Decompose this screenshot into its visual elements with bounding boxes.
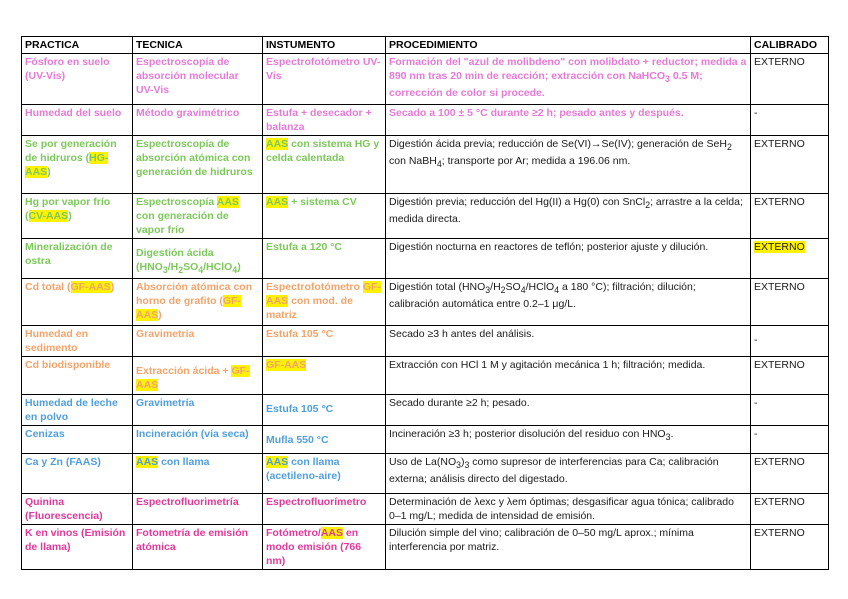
cell-practica: Humedad en sedimento bbox=[22, 326, 133, 357]
cell-calibrado: - bbox=[751, 395, 829, 426]
table-row bbox=[22, 326, 829, 357]
cell-procedimiento: Digestión nocturna en reactores de teflón; posterior ajuste y dilución. bbox=[386, 239, 751, 279]
cell-tecnica: Fotometría de emisión atómica bbox=[133, 525, 263, 570]
cell-practica: Ca y Zn (FAAS) bbox=[22, 454, 133, 494]
cell-practica: Se por generación de hidruros (HG-AAS) bbox=[22, 136, 133, 194]
cell-calibrado: EXTERNO bbox=[751, 357, 829, 395]
cell-instrumento: Estufa a 120 °C bbox=[263, 239, 386, 279]
cell-tecnica: Extracción ácida + GF-AAS bbox=[133, 357, 263, 395]
header-instrumento: INSTUMENTO bbox=[263, 37, 386, 54]
header-calibrado: CALIBRADO bbox=[751, 37, 829, 54]
cell-calibrado: - bbox=[751, 105, 829, 136]
cell-tecnica: Incineración (vía seca) bbox=[133, 426, 263, 454]
cell-calibrado: EXTERNO bbox=[751, 239, 829, 279]
table-row bbox=[22, 494, 829, 525]
cell-procedimiento: Secado ≥3 h antes del análisis. bbox=[386, 326, 751, 357]
cell-instrumento: Estufa + desecador + balanza bbox=[263, 105, 386, 136]
cell-instrumento: Mufla 550 °C bbox=[263, 426, 386, 454]
cell-procedimiento: Determinación de λexc y λem óptimas; desgasificar agua tónica; calibrado 0–1 mg/L; medida de intensidad de emisión. bbox=[386, 494, 751, 525]
cell-tecnica: Digestión ácida $(HNO_3/H_2SO_4/HClO_4)$ bbox=[133, 239, 263, 279]
cell-procedimiento: Formación del "azul de molibdeno" con molibdato + reductor; medida a 890 nm tras 20 min de reacción; extracción con NaHCO$_3$ 0.5 M; corrección de color si procede. bbox=[386, 54, 751, 105]
cell-calibrado: EXTERNO bbox=[751, 279, 829, 326]
table-row bbox=[22, 54, 829, 105]
cell-instrumento: Estufa 105 °C bbox=[263, 395, 386, 426]
cell-practica: Humedad del suelo bbox=[22, 105, 133, 136]
cell-instrumento: Espectrofluorímetro bbox=[263, 494, 386, 525]
cell-procedimiento: Digestión total ($HNO_3/H_2SO_4/HClO_4$ a 180 °C); filtración; dilución; calibración automática entre 0.2–1 μg/L. bbox=[386, 279, 751, 326]
cell-practica: Cd total (GF-AAS) bbox=[22, 279, 133, 326]
cell-practica: K en vinos (Emisión de llama) bbox=[22, 525, 133, 570]
cell-tecnica: AAS con llama bbox=[133, 454, 263, 494]
cell-tecnica: Gravimetría bbox=[133, 326, 263, 357]
cell-practica: Quinina (Fluorescencia) bbox=[22, 494, 133, 525]
cell-tecnica: Espectroscopía de absorción molecular UV-Vis bbox=[133, 54, 263, 105]
cell-practica: Cd biodisponible bbox=[22, 357, 133, 395]
cell-calibrado: EXTERNO bbox=[751, 194, 829, 239]
table-row bbox=[22, 357, 829, 395]
cell-procedimiento: Incineración ≥3 h; posterior disolución del residuo con $HNO_3$. bbox=[386, 426, 751, 454]
cell-calibrado: EXTERNO bbox=[751, 525, 829, 570]
cell-instrumento: AAS con llama (acetileno-aire) bbox=[263, 454, 386, 494]
table-row bbox=[22, 239, 829, 279]
cell-tecnica: Espectroscopía de absorción atómica con generación de hidruros bbox=[133, 136, 263, 194]
cell-procedimiento: Digestión ácida previa; reducción de Se(VI)→Se(IV); generación de SeH$_2$ con NaBH$_4$; transporte por Ar; medida a 196.06 nm. bbox=[386, 136, 751, 194]
cell-practica: Cenizas bbox=[22, 426, 133, 454]
cell-procedimiento: Uso de $La(NO_3)_3$ como supresor de interferencias para Ca; calibración externa; análisis directo del digestado. bbox=[386, 454, 751, 494]
table-row bbox=[22, 279, 829, 326]
cell-tecnica: Método gravimétrico bbox=[133, 105, 263, 136]
cell-instrumento: Espectrofotómetro GF-AAS con mod. de matriz bbox=[263, 279, 386, 326]
header-procedimiento: PROCEDIMIENTO bbox=[386, 37, 751, 54]
analysis-table bbox=[21, 36, 829, 570]
header-practica: PRACTICA bbox=[22, 37, 133, 54]
cell-instrumento: GF-AAS bbox=[263, 357, 386, 395]
cell-procedimiento: Dilución simple del vino; calibración de 0–50 mg/L aprox.; mínima interferencia por matriz. bbox=[386, 525, 751, 570]
table-row bbox=[22, 136, 829, 194]
cell-tecnica: Absorción atómica con horno de grafito (GF-AAS) bbox=[133, 279, 263, 326]
cell-tecnica: Espectroscopía AAS con generación de vapor frío bbox=[133, 194, 263, 239]
table-row bbox=[22, 105, 829, 136]
header-row bbox=[22, 37, 829, 54]
cell-calibrado: EXTERNO bbox=[751, 136, 829, 194]
cell-tecnica: Gravimetría bbox=[133, 395, 263, 426]
cell-calibrado: EXTERNO bbox=[751, 454, 829, 494]
table-row bbox=[22, 525, 829, 570]
cell-instrumento: Estufa 105 °C bbox=[263, 326, 386, 357]
cell-procedimiento: Secado a 100 ± 5 °C durante ≥2 h; pesado antes y después. bbox=[386, 105, 751, 136]
cell-procedimiento: Extracción con HCl 1 M y agitación mecánica 1 h; filtración; medida. bbox=[386, 357, 751, 395]
cell-practica: Fósforo en suelo (UV-Vis) bbox=[22, 54, 133, 105]
cell-instrumento: AAS con sistema HG y celda calentada bbox=[263, 136, 386, 194]
cell-procedimiento: Digestión previa; reducción del Hg(II) a Hg(0) con SnCl$_2$; arrastre a la celda; medida directa. bbox=[386, 194, 751, 239]
header-tecnica: TECNICA bbox=[133, 37, 263, 54]
cell-instrumento: AAS + sistema CV bbox=[263, 194, 386, 239]
cell-practica: Humedad de leche en polvo bbox=[22, 395, 133, 426]
cell-calibrado: EXTERNO bbox=[751, 494, 829, 525]
cell-calibrado: - bbox=[751, 326, 829, 357]
cell-tecnica: Espectrofluorimetría bbox=[133, 494, 263, 525]
table-row bbox=[22, 426, 829, 454]
table-row bbox=[22, 454, 829, 494]
cell-instrumento: Espectrofotómetro UV-Vis bbox=[263, 54, 386, 105]
cell-procedimiento: Secado durante ≥2 h; pesado. bbox=[386, 395, 751, 426]
cell-calibrado: - bbox=[751, 426, 829, 454]
table-row bbox=[22, 395, 829, 426]
cell-practica: Hg por vapor frío (CV-AAS) bbox=[22, 194, 133, 239]
cell-practica: Mineralización de ostra bbox=[22, 239, 133, 279]
table-row bbox=[22, 194, 829, 239]
cell-calibrado: EXTERNO bbox=[751, 54, 829, 105]
cell-instrumento: Fotómetro/AAS en modo emisión (766 nm) bbox=[263, 525, 386, 570]
